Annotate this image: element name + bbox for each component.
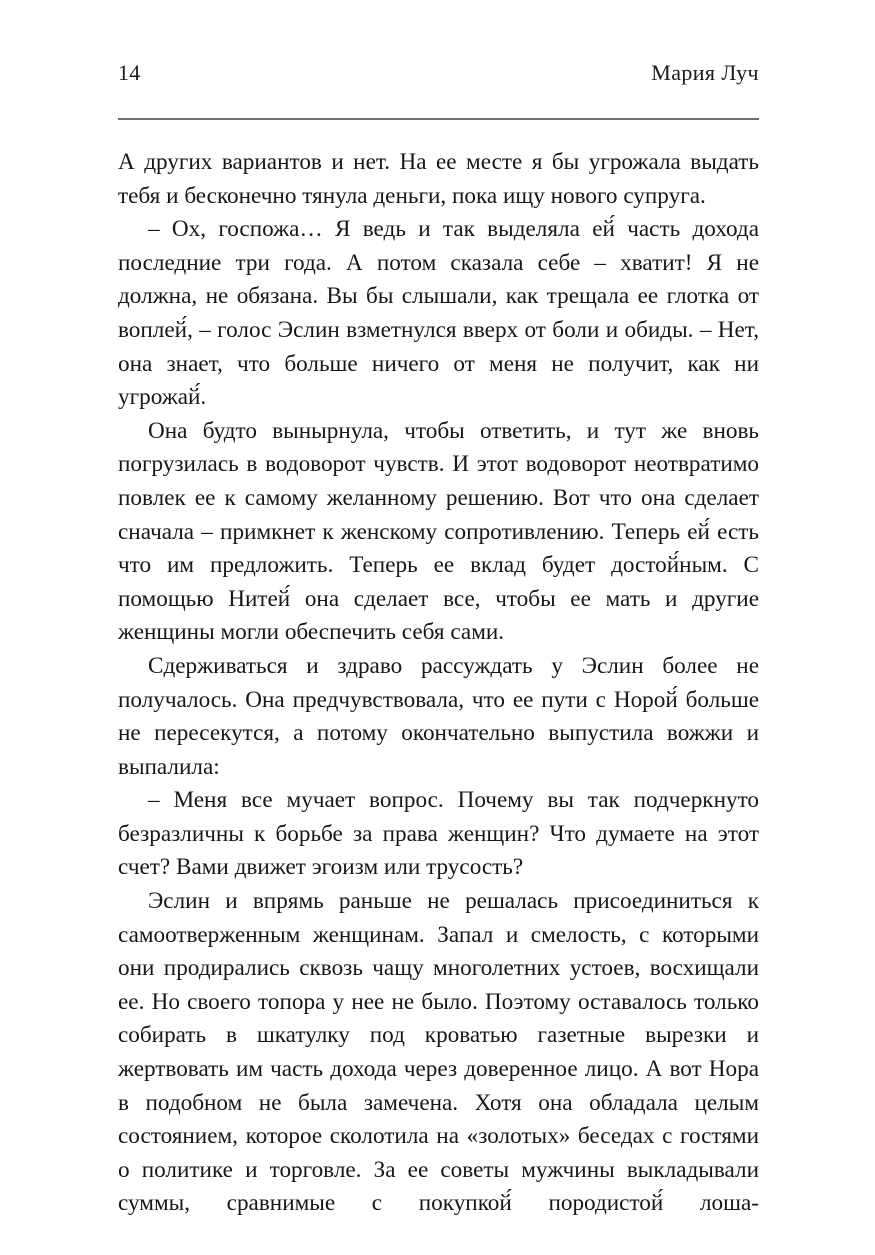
page-content-column [118, 0, 759, 1255]
page-number: 14 [118, 60, 141, 85]
paragraph: – Ох, госпожа… Я ведь и так выделяла ей́ часть дохода последние три года. А потом сказала себе – хватит! Я не должна, не обязана. Вы бы слышали, как трещала ее глотка от воплей́, – голос Эслин взметнулся вверх от боли и обиды. – Нет, она знает, что больше ничего от меня не получит, как ни угрожай́. [118, 216, 759, 411]
running-head [118, 0, 759, 108]
paragraph: А других вариантов и нет. На ее месте я бы угрожала выдать тебя и бесконечно тянула деньги, пока ищу нового супруга. [118, 149, 759, 209]
body-text [118, 146, 759, 1255]
paragraph: Эслин и впрямь раньше не решалась присоединиться к самоотверженным женщинам. Запал и смелость, с которыми они продирались сквозь чащу многолетних устоев, восхищали ее. Но своего топора у нее не было. Поэтому оставалось только собирать в шкатулку под кроватью газетные вырезки и жертвовать им часть дохода через доверенное лицо. А вот Нора в подобном не была замечена. Хотя она обладала целым состоянием, которое сколотила на «золотых» беседах с гостями о политике и торговле. За ее советы мужчины выкладывали суммы, сравнимые с покупкой́ породистой́ лоша- [118, 888, 759, 1217]
running-head-author: Мария Луч [651, 60, 759, 85]
paragraph: Сдерживаться и здраво рассуждать у Эслин более не получалось. Она предчувствовала, что ее пути с Норой́ больше не пересекутся, а потому окончательно выпустила вожжи и выпалила: [118, 652, 759, 780]
paragraph: – Меня все мучает вопрос. Почему вы так подчеркнуто безразличны к борьбе за права женщин? Что думаете на этот счет? Вами движет эгоизм или трусость? [118, 787, 759, 881]
paragraph: Она будто вынырнула, чтобы ответить, и тут же вновь погрузилась в водоворот чувств. И этот водоворот неотвратимо повлек ее к самому желанному решению. Вот что она сделает сначала – примкнет к женскому сопротивлению. Теперь ей́ есть что им предложить. Теперь ее вклад будет достой́ным. С помощью Нитей́ она сделает все, чтобы ее мать и другие женщины могли обеспечить себя сами. [118, 417, 759, 646]
running-head-rule [118, 118, 759, 120]
